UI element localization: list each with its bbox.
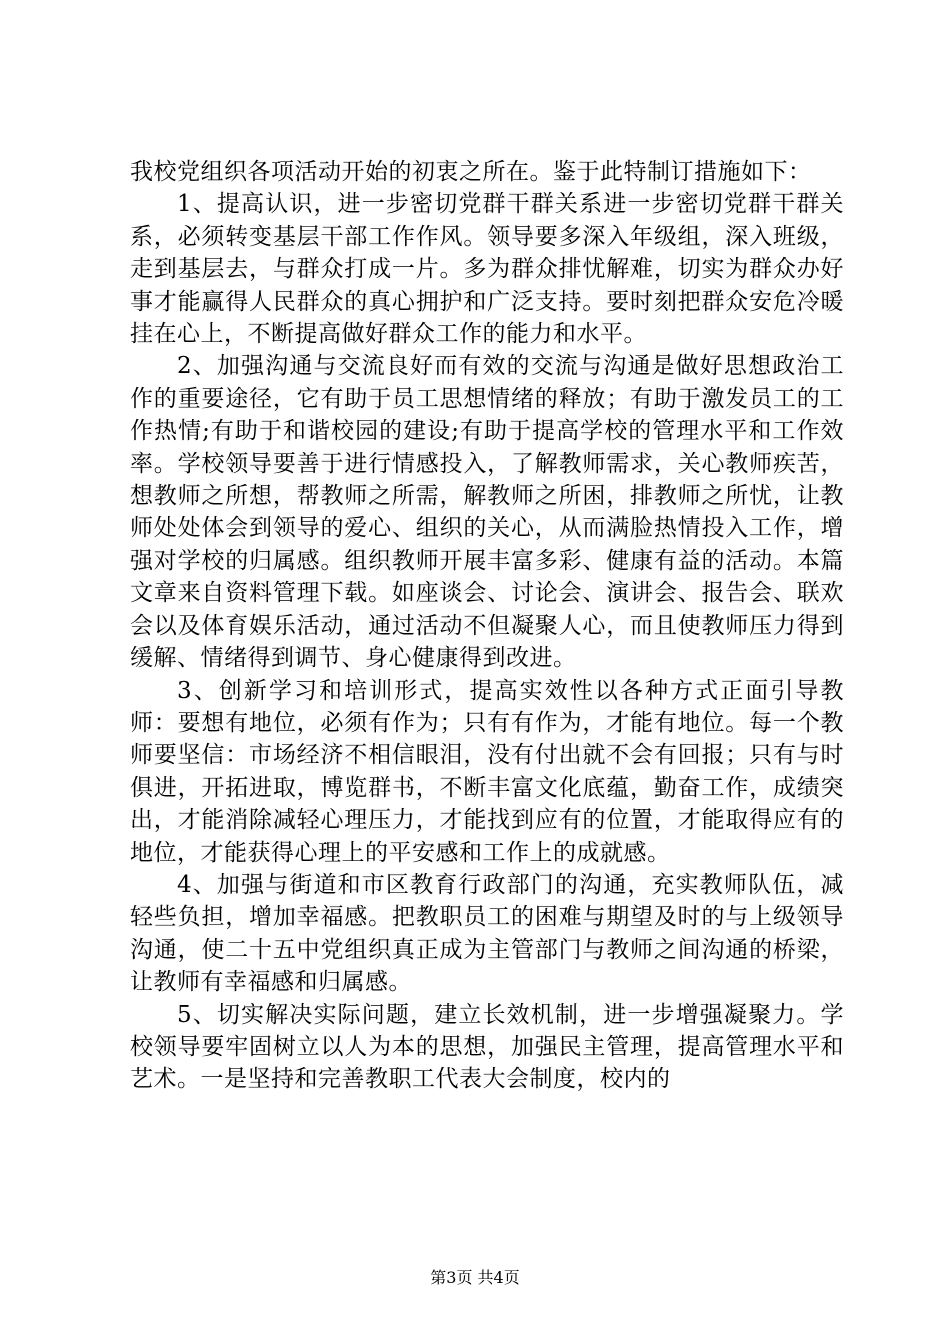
paragraph-measure-4: 4、加强与街道和市区教育行政部门的沟通，充实教师队伍，减轻些负担，增加幸福感。把教职员工的困难与期望及时的与上级领导沟通，使二十五中党组织真正成为主管部门与教师之间沟通的桥梁，让教师有幸福感和归属感。	[130, 871, 844, 996]
paragraph-measure-1: 1、提高认识，进一步密切党群干群关系进一步密切党群干群关系，必须转变基层干部工作作风。领导要多深入年级组，深入班级，走到基层去，与群众打成一片。多为群众排忧解难，切实为群众办好事才能赢得人民群众的真心拥护和广泛支持。要时刻把群众安危冷暖挂在心上，不断提高做好群众工作的能力和水平。	[130, 191, 844, 348]
page-number-footer: 第3页 共4页	[430, 1268, 520, 1287]
paragraph-measure-5: 5、切实解决实际问题，建立长效机制，进一步增强凝聚力。学校领导要牢固树立以人为本的思想，加强民主管理，提高管理水平和艺术。一是坚持和完善教职工代表大会制度，校内的	[130, 1001, 844, 1093]
paragraph-measure-2: 2、加强沟通与交流良好而有效的交流与沟通是做好思想政治工作的重要途径，它有助于员工思想情绪的释放；有助于激发员工的工作热情;有助于和谐校园的建设;有助于提高学校的管理水平和工作效率。学校领导要善于进行情感投入，了解教师需求，关心教师疾苦，想教师之所想，帮教师之所需，解教师之所困，排教师之所忧，让教师处处体会到领导的爱心、组织的关心，从而满脸热情投入工作，增强对学校的归属感。组织教师开展丰富多彩、健康有益的活动。本篇文章来自资料管理下载。如座谈会、讨论会、演讲会、报告会、联欢会以及体育娱乐活动，通过活动不但凝聚人心，而且使教师压力得到缓解、情绪得到调节、身心健康得到改进。	[130, 353, 844, 672]
paragraph-intro: 我校党组织各项活动开始的初衷之所在。鉴于此特制订措施如下：	[130, 159, 812, 185]
document-body	[130, 156, 844, 1096]
paragraph-measure-3: 3、创新学习和培训形式，提高实效性以各种方式正面引导教师：要想有地位，必须有作为；只有有作为，才能有地位。每一个教师要坚信：市场经济不相信眼泪，没有付出就不会有回报；只有与时俱进，开拓进取，博览群书，不断丰富文化底蕴，勤奋工作，成绩突出，才能消除减轻心理压力，才能找到应有的位置，才能取得应有的地位，才能获得心理上的平安感和工作上的成就感。	[130, 677, 844, 866]
